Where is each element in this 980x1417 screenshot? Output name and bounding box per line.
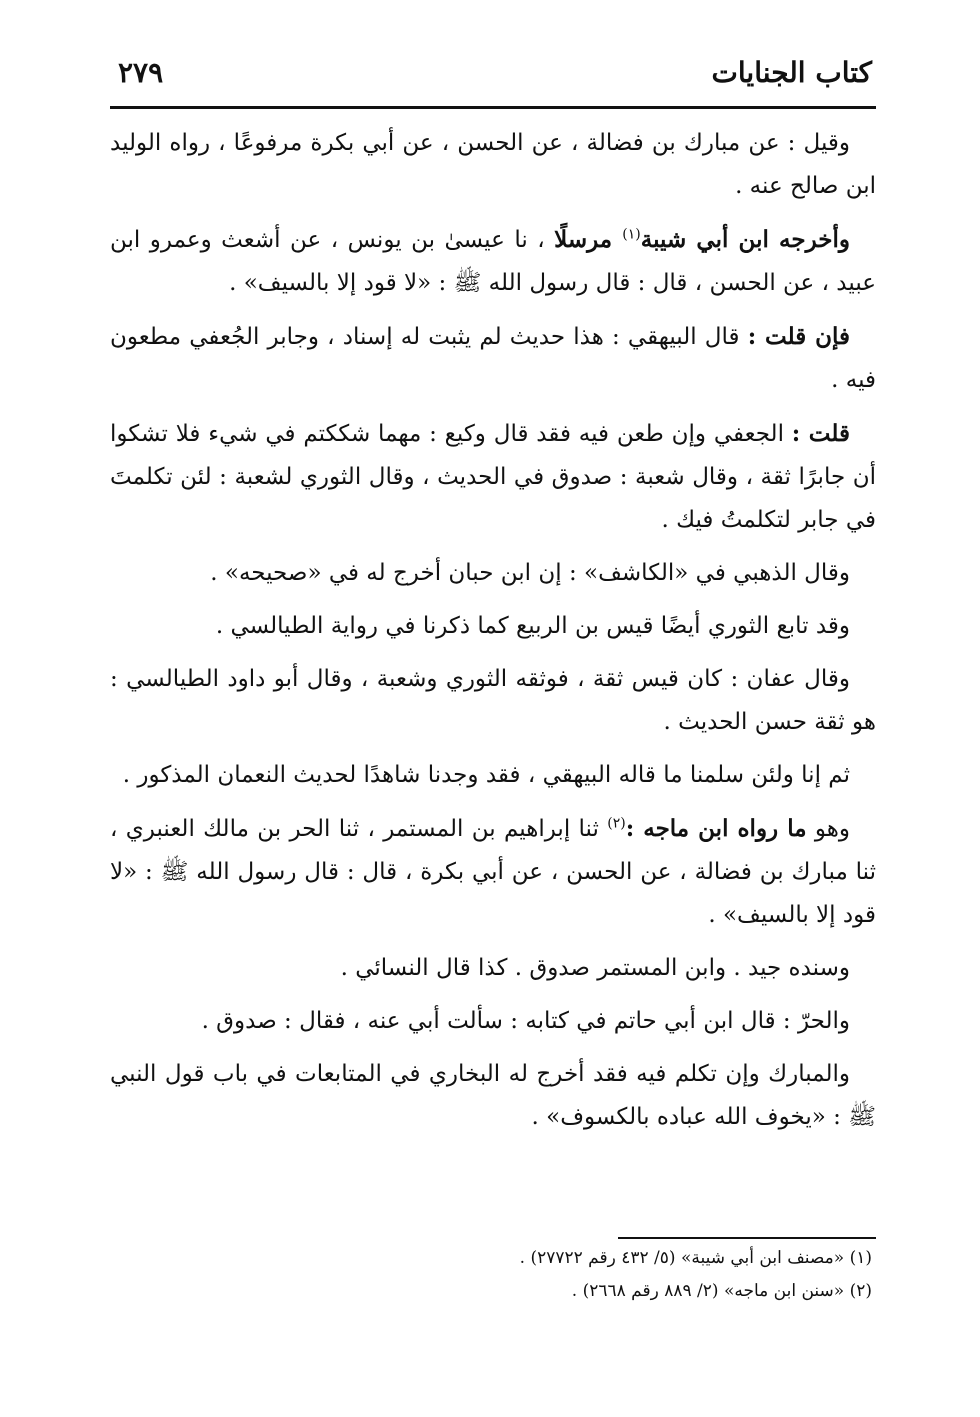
- paragraph: [110, 1000, 876, 1043]
- bold-lead: قلت :: [791, 420, 850, 447]
- paragraph-text: وقال عفان : كان قيس ثقة ، فوثقه الثوري وشعبة ، وقال أبو داود الطيالسي : هو ثقة حسن الحديث .: [110, 666, 876, 735]
- paragraph: [110, 605, 876, 648]
- footnotes: [110, 1242, 872, 1308]
- main-text: [110, 122, 876, 1149]
- bold-term: مرسلًا: [554, 226, 623, 253]
- chapter-title: كتاب الجنايات: [711, 56, 872, 89]
- paragraph: [110, 807, 876, 937]
- paragraph: [110, 947, 876, 990]
- paragraph-text: الجعفي وإن طعن فيه فقد قال وكيع : مهما شككتم في شيء فلا تشكوا أن جابرًا ثقة ، وقال شعبة : صدوق في الحديث ، وقال الثوري لشعبة : لئن تكلمتَ في جابر لتكلمتُ فيك .: [110, 421, 876, 533]
- paragraph: [110, 122, 876, 208]
- footnote-ref: (٢): [607, 815, 626, 832]
- paragraph: [110, 1053, 876, 1139]
- paragraph-text: ثم إنا ولئن سلمنا ما قاله البيهقي ، فقد وجدنا شاهدًا لحديث النعمان المذكور .: [122, 762, 850, 788]
- bold-lead: وأخرجه ابن أبي شيبة: [640, 226, 850, 253]
- page-number: ٢٧٩: [118, 56, 164, 89]
- paragraph-text: والحرّ : قال ابن أبي حاتم في كتابه : سألت أبي عنه ، فقال : صدوق .: [201, 1008, 850, 1034]
- paragraph: [110, 552, 876, 595]
- bold-lead: ما رواه ابن ماجه :: [625, 815, 807, 842]
- footnote: (٢) «سنن ابن ماجه» (٢/ ٨٨٩ رقم ٢٦٦٨) .: [571, 1281, 872, 1301]
- paragraph: [110, 754, 876, 797]
- paragraph: [110, 412, 876, 542]
- header-rule: [110, 106, 876, 109]
- paragraph-text: وقد تابع الثوري أيضًا قيس بن الربيع كما ذكرنا في رواية الطيالسي .: [215, 613, 850, 639]
- paragraph: [110, 218, 876, 305]
- paragraph-text: ، نا عيسىٰ بن يونس ، عن أشعث وعمرو ابن عبيد ، عن الحسن ، قال : قال رسول الله ﷺ : «لا قود إلا بالسيف» .: [110, 227, 876, 296]
- paragraph-text: وقال الذهبي في «الكاشف» : إن ابن حبان أخرج له في «صحيحه» .: [210, 560, 850, 586]
- paragraph-text: قال البيهقي : هذا حديث لم يثبت له إسناد ، وجابر الجُعفي مطعون فيه .: [110, 324, 876, 393]
- footnote-rule: [618, 1237, 876, 1239]
- paragraph-text: والمبارك وإن تكلم فيه فقد أخرج له البخاري في المتابعات في باب قول النبي ﷺ : «يخوف الله عباده بالكسوف» .: [110, 1061, 876, 1130]
- footnote-ref: (١): [622, 226, 641, 243]
- footnote: (١) «مصنف ابن أبي شيبة» (٥/ ٤٣٢ رقم ٢٧٧٢٢) .: [519, 1248, 872, 1268]
- paragraph: [110, 658, 876, 744]
- paragraph: [110, 315, 876, 402]
- paragraph-text: ثنا إبراهيم بن المستمر ، ثنا الحر بن مالك العنبري ، ثنا مبارك بن فضالة ، عن الحسن ، عن أبي بكرة ، قال : قال رسول الله ﷺ : «لا قود إلا بالسيف» .: [110, 816, 876, 928]
- paragraph-prefix: وهو: [806, 816, 850, 842]
- paragraph-text: وقيل : عن مبارك بن فضالة ، عن الحسن ، عن أبي بكرة مرفوعًا ، رواه الوليد ابن صالح عنه .: [110, 130, 876, 199]
- bold-lead: فإن قلت :: [747, 323, 851, 350]
- paragraph-text: وسنده جيد . وابن المستمر صدوق . كذا قال النسائي .: [340, 955, 850, 981]
- running-header: [118, 56, 872, 100]
